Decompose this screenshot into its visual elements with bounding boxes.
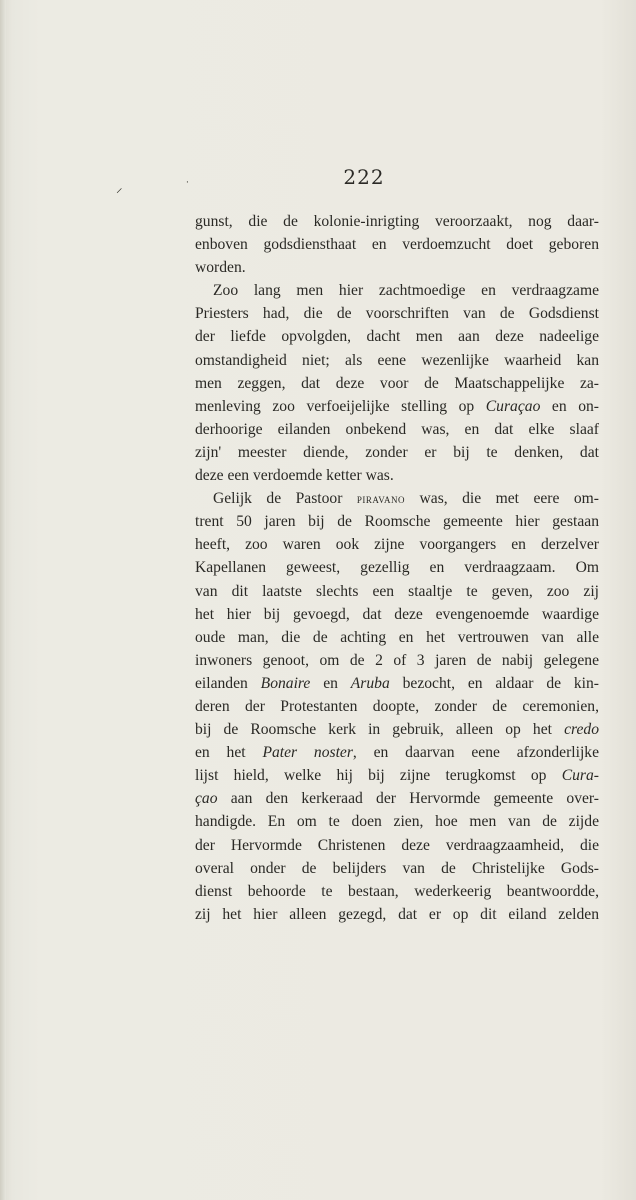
text-segment: en on-: [540, 397, 599, 415]
text-segment: bij de Roomsche kerk in gebruik, alleen op het: [195, 721, 565, 739]
text-line: [195, 510, 599, 533]
text-line: [195, 810, 599, 833]
text-segment: lijst hield, welke hij bij zijne terugkomst op: [195, 767, 562, 785]
text-line: [195, 626, 599, 649]
text-line: [195, 302, 599, 325]
margin-mark: ⸝: [116, 181, 123, 196]
text-line: [195, 718, 599, 741]
text-line: [195, 233, 599, 256]
text-segment: bezocht, en aldaar de kin-: [389, 674, 600, 692]
text-line: [195, 372, 599, 395]
text-line: [195, 764, 599, 787]
text-segment: overal onder de belijders van de Christelijke Gods-: [195, 859, 599, 877]
text-segment: was, die met eere om-: [405, 490, 600, 508]
body-text: [195, 210, 599, 926]
text-segment: gunst, die de kolonie-inrigting veroorzaakt, nog daar-: [195, 213, 599, 230]
text-line: [195, 741, 599, 764]
text-segment: van dit laatste slechts een staaltje te geven, zoo zij: [195, 582, 599, 600]
text-line: [195, 395, 599, 418]
text-line: [195, 580, 599, 603]
text-segment: worden.: [195, 259, 246, 277]
text-segment: het hier bij gevoegd, dat deze evengenoemde waardige: [195, 605, 599, 623]
text-segment: deze een verdoemde ketter was.: [195, 467, 394, 485]
text-line: [195, 464, 599, 487]
text-line: [195, 556, 599, 579]
text-line: [195, 256, 599, 279]
text-segment: menleving zoo verfoeijelijke stelling op: [195, 397, 486, 415]
text-line: [195, 533, 599, 556]
text-line: [195, 787, 599, 810]
text-segment: , en daarvan eene afzonderlijke: [352, 744, 600, 762]
text-segment: en: [310, 674, 351, 692]
text-line: [195, 649, 599, 672]
page-number: 222: [343, 165, 385, 189]
text-line: [195, 857, 599, 880]
text-line: [195, 279, 599, 302]
text-segment: deren der Protestanten doopte, zonder de ceremonien,: [195, 697, 599, 715]
text-line: [195, 349, 599, 372]
italic-text: Cura-: [561, 767, 599, 785]
text-line: [195, 672, 599, 695]
italic-text: çao: [195, 790, 218, 808]
text-segment: Gelijk de Pastoor: [213, 490, 357, 508]
text-segment: aan den kerkeraad der Hervormde gemeente over-: [217, 790, 599, 808]
text-segment: der Hervormde Christenen deze verdraagzaamheid, die: [195, 836, 599, 854]
text-segment: handigde. En om te doen zien, hoe men van de zijde: [195, 813, 599, 831]
text-segment: en het: [195, 744, 263, 762]
text-line: [195, 487, 599, 510]
text-line: [195, 418, 599, 441]
italic-text: Bonaire: [260, 674, 311, 692]
italic-text: credo: [564, 721, 599, 739]
text-segment: omstandigheid niet; als eene wezenlijke waarheid kan: [195, 351, 599, 369]
text-segment: zij het hier alleen gezegd, dat er op dit eiland zelden: [195, 905, 599, 923]
text-line: [195, 695, 599, 718]
text-line: [195, 210, 599, 233]
text-line: [195, 903, 599, 926]
text-segment: Zoo lang men hier zachtmoedige en verdraagzame: [213, 282, 599, 300]
margin-dot: ·: [186, 178, 189, 188]
text-segment: Kapellanen geweest, gezellig en verdraagzaam. Om: [195, 559, 599, 577]
text-line: [195, 441, 599, 464]
text-line: [195, 603, 599, 626]
text-segment: der liefde opvolgden, dacht men aan deze nadeelige: [195, 328, 599, 346]
text-segment: zijn' meester diende, zonder er bij te denken, dat: [195, 443, 599, 461]
italic-text: Pater noster: [262, 744, 353, 762]
text-line: [195, 325, 599, 348]
text-segment: inwoners genoot, om de 2 of 3 jaren de nabij gelegene: [195, 651, 599, 669]
text-segment: oude man, die de achting en het vertrouwen van alle: [195, 628, 599, 646]
text-segment: enboven godsdiensthaat en verdoemzucht doet geboren: [195, 236, 599, 254]
text-segment: heeft, zoo waren ook zijne voorgangers en derzelver: [195, 536, 599, 554]
small-caps-text: piravano: [356, 491, 406, 507]
text-segment: eilanden: [195, 674, 261, 692]
text-segment: trent 50 jaren bij de Roomsche gemeente hier gestaan: [195, 513, 599, 531]
text-line: [195, 834, 599, 857]
text-line: [195, 880, 599, 903]
text-segment: men zeggen, dat deze voor de Maatschappelijke za-: [195, 374, 599, 392]
text-segment: Priesters had, die de voorschriften van de Godsdienst: [195, 305, 599, 323]
text-segment: derhoorige eilanden onbekend was, en dat elke slaaf: [195, 420, 599, 438]
italic-text: Aruba: [350, 674, 390, 692]
text-segment: dienst behoorde te bestaan, wederkeerig beantwoordde,: [195, 882, 599, 900]
italic-text: Curaçao: [485, 397, 541, 415]
